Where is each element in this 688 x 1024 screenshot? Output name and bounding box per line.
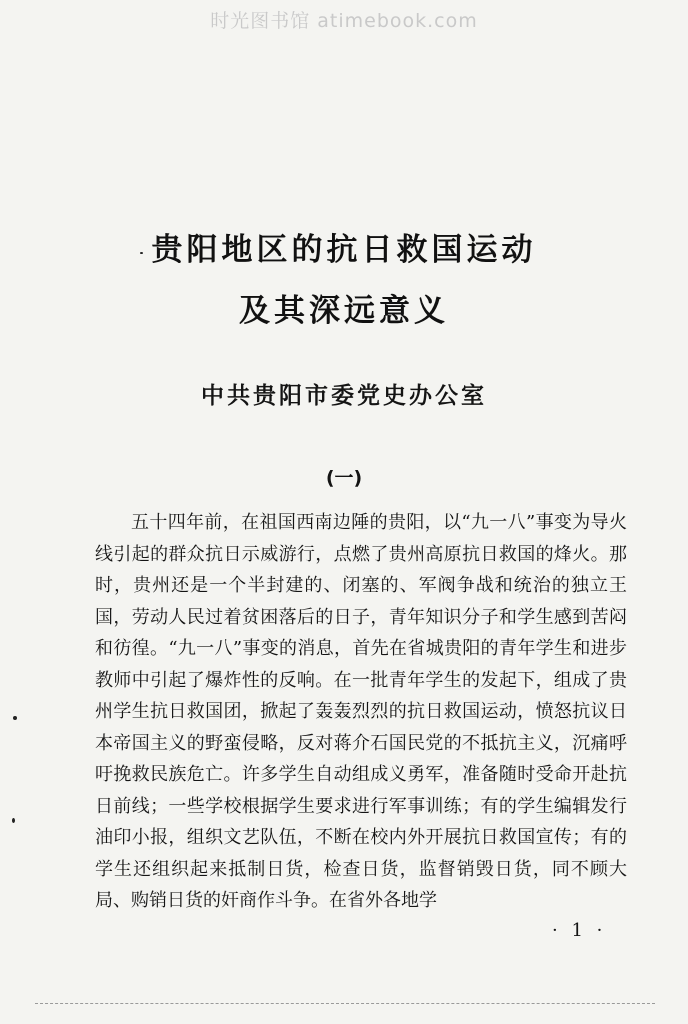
scan-speck — [13, 716, 17, 720]
body-paragraph: 五十四年前，在祖国西南边陲的贵阳，以“九一八”事变为导火线引起的群众抗日示威游行，点燃了贵州高原抗日救国的烽火。那时，贵州还是一个半封建的、闭塞的、军阀争战和统治的独立王国，劳动人民过着贫困落后的日子，青年知识分子和学生感到苦闷和彷徨。“九一八”事变的消息，首先在省城贵阳的青年学生和进步教师中引起了爆炸性的反响。在一批青年学生的发起下，组成了贵州学生抗日救国团，掀起了轰轰烈烈的抗日救国运动，愤怒抗议日本帝国主义的野蛮侵略，反对蒋介石国民党的不抵抗主义，沉痛呼吁挽救民族危亡。许多学生自动组成义勇军，准备随时受命开赴抗日前线；一些学校根据学生要求进行军事训练；有的学生编辑发行油印小报，组织文艺队伍，不断在校内外开展抗日救国宣传；有的学生还组织起来抵制日货，检查日货，监督销毁日货，同不顾大局、购销日货的奸商作斗争。在省外各地学 — [95, 512, 627, 911]
section-number: (一) — [325, 467, 363, 489]
scan-speck — [12, 818, 15, 823]
scan-edge-line — [35, 1003, 655, 1004]
article-title-line-1: 贵阳地区的抗日救国运动 — [151, 232, 537, 268]
scan-speck — [140, 252, 143, 254]
article-title-line-2: 及其深远意义 — [239, 293, 449, 329]
watermark: 时光图书馆 atimebook.com — [210, 10, 478, 32]
page-number: · 1 · — [552, 920, 607, 941]
article-author: 中共贵阳市委党史办公室 — [201, 382, 487, 409]
